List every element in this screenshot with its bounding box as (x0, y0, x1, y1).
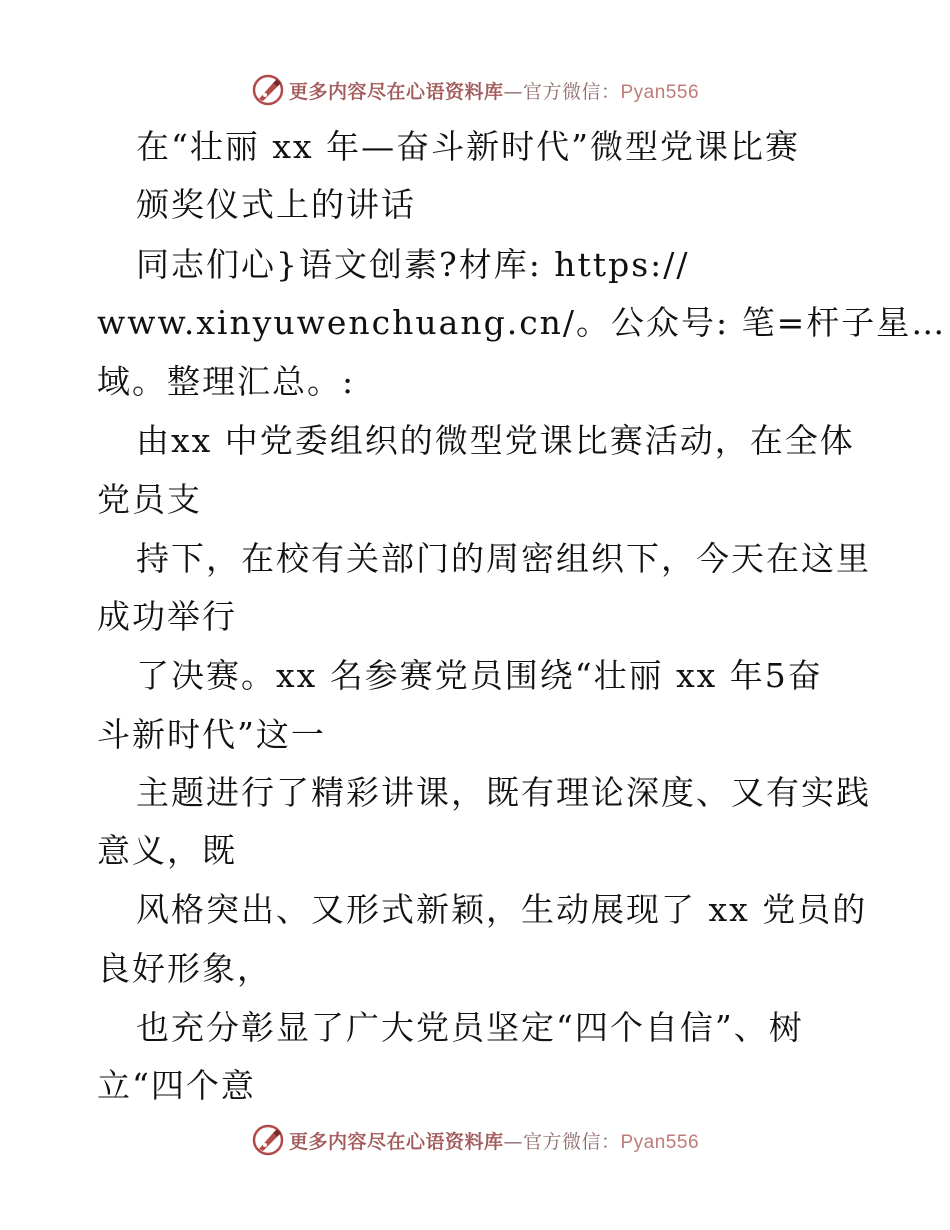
watermark-wechat-id: Pyan556 (620, 81, 700, 103)
watermark-separator: — (503, 1130, 523, 1153)
watermark-text (289, 1127, 699, 1154)
text-line: 党员支 (97, 480, 202, 519)
text-line: 持下，在校有关部门的周密组织下，今天在这里 (136, 539, 871, 578)
text-line: 良好形象， (97, 949, 272, 988)
watermark-official-label: 官方微信： (522, 1130, 621, 1153)
text-line: 域。整理汇总。: (97, 362, 356, 401)
text-line: 斗新时代”这一 (97, 715, 326, 754)
text-line: 也充分彰显了广大党员坚定“四个自信”、树 (136, 1008, 804, 1047)
footer-watermark (0, 1118, 950, 1162)
text-line: 了决赛。xx 名参赛党员围绕“壮丽 xx 年5奋 (136, 656, 823, 695)
pen-nib-logo-icon (251, 1123, 285, 1157)
text-line: www.xinyuwenchuang.cn/。公众号: 笔=杆子星… (97, 303, 947, 342)
watermark-separator: — (503, 80, 523, 103)
text-line: 主题进行了精彩讲课，既有理论深度、又有实践 (136, 773, 871, 812)
text-line: 由xx 中党委组织的微型党课比赛活动，在全体 (136, 421, 855, 460)
text-line: 同志们心}语文创素?材库: https:// (136, 245, 690, 284)
text-line: 意义，既 (97, 831, 237, 870)
title-line-1: 在“壮丽 xx 年—奋斗新时代”微型党课比赛 (136, 127, 800, 166)
watermark-brand: 更多内容尽在心语资料库 (288, 1130, 504, 1153)
watermark-official-label: 官方微信： (522, 80, 621, 103)
watermark-brand: 更多内容尽在心语资料库 (288, 80, 504, 103)
text-line: 立“四个意 (97, 1066, 256, 1105)
text-line: 成功举行 (97, 597, 237, 636)
text-line: 风格突出、又形式新颖，生动展现了 xx 党员的 (136, 890, 868, 929)
title-line-2: 颁奖仪式上的讲话 (136, 185, 416, 224)
watermark-wechat-id: Pyan556 (620, 1131, 700, 1153)
